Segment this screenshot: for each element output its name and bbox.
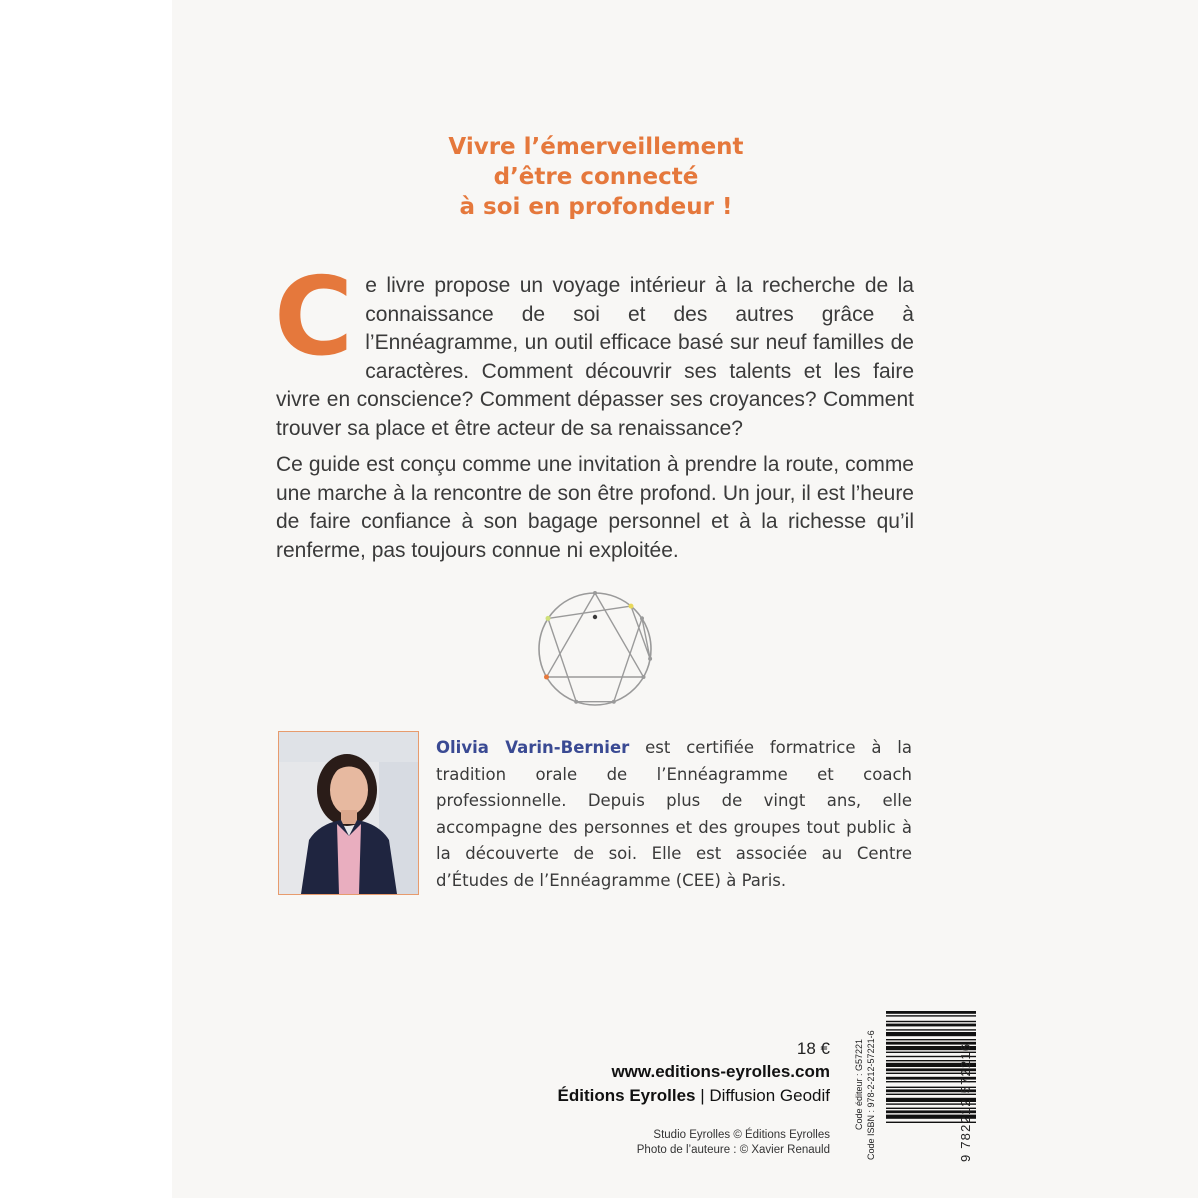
author-name: Olivia Varin-Bernier [436, 738, 630, 757]
credit-photo: Photo de l’auteure : © Xavier Renauld [636, 1144, 830, 1156]
publisher-line [540, 1086, 830, 1106]
distributor-name: | Diffusion Geodif [695, 1086, 830, 1105]
code-editeur: Code éditeur : G57221 [854, 1038, 864, 1130]
code-isbn: Code ISBN : 978-2-212-57221-6 [866, 1030, 876, 1160]
barcode-bar [886, 1011, 976, 1014]
intro-paragraph-2: Ce guide est conçu comme une invitation à prendre la route, comme une marche à la rencontre de son être profond. Un jour, il est l’heure de faire confiance à son bagage personnel et à la richesse qu’il renferme, pas toujours connue ni exploitée. [276, 453, 914, 562]
tagline-line-2: d’être connecté [493, 164, 699, 190]
barcode-bar [886, 1039, 976, 1040]
tagline-line-1: Vivre l’émerveillement [448, 134, 744, 160]
ean-digits: 9 782212 572216 [958, 1042, 973, 1162]
tagline-line-3: à soi en profondeur ! [459, 194, 733, 220]
intro-paragraph-1 [274, 255, 914, 444]
price: 18 € [796, 1039, 830, 1058]
barcode-bar [886, 1021, 976, 1022]
author-photo [278, 731, 419, 895]
barcode-bar [886, 1032, 976, 1036]
credits [560, 1128, 830, 1158]
author-bio-text: est certifiée formatrice à la tradition orale de l’Ennéagramme et coach professionnelle. Depuis plus de vingt ans, elle accompagne des personnes et des groupes tout public à la découverte de soi. Elle est associée au Centre d’Études de l’Ennéagramme (CEE) à Paris. [436, 738, 913, 890]
author-bio [436, 735, 912, 894]
drop-cap: C [274, 255, 354, 380]
publisher-website: www.editions-eyrolles.com [611, 1062, 830, 1081]
credit-studio: Studio Eyrolles © Éditions Eyrolles [653, 1129, 830, 1141]
enneagram-icon [533, 587, 657, 711]
barcode-bar [886, 1029, 976, 1030]
tagline [172, 132, 1020, 222]
publisher-name: Éditions Eyrolles [557, 1086, 696, 1105]
barcode-bar [886, 1015, 976, 1016]
intro-paragraph-1-text: e livre propose un voyage intérieur à la recherche de la connaissance de soi et des autres grâce à l’Ennéagramme, un outil efficace basé sur neuf familles de caractères. Comment découvrir ses talents et les faire vivre en conscience? Comment dépasser ses croyances? Comment trouver sa place et être acteur de sa renaissance? [276, 274, 914, 440]
barcode-bar [886, 1024, 976, 1027]
